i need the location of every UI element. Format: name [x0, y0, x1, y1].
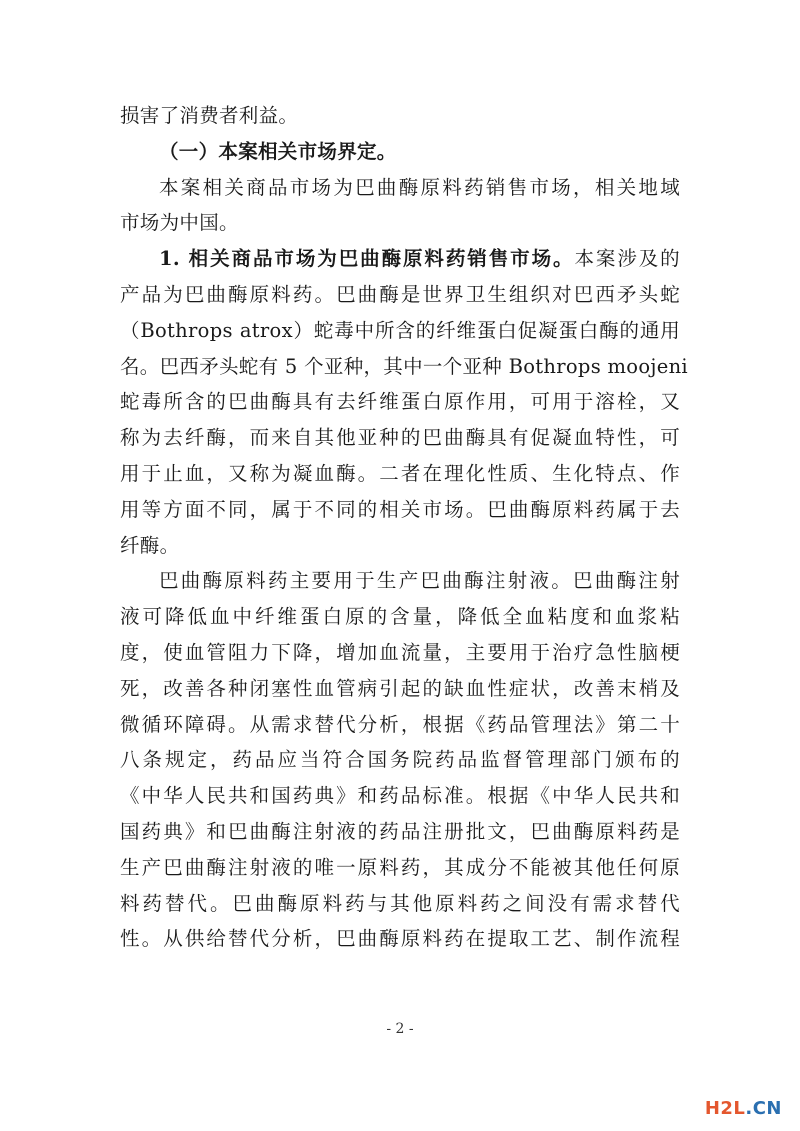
text-line: 损害了消费者利益。 — [120, 104, 299, 127]
text-line: 液可降低血中纤维蛋白原的含量，降低全血粘度和血浆粘 — [120, 605, 680, 629]
text-line: 微循环障碍。从需求替代分析，根据《药品管理法》第二十 — [120, 712, 680, 736]
text-line: 名。巴西矛头蛇有 5 个亚种，其中一个亚种 Bothrops moojeni — [120, 354, 688, 378]
text-line: 度，使血管阻力下降，增加血流量，主要用于治疗急性脑梗 — [120, 640, 680, 664]
line-text: 本案涉及的 — [574, 247, 680, 271]
text-line: 纤酶。 — [120, 533, 180, 557]
text-line: 本案相关商品市场为巴曲酶原料药销售市场，相关地域 — [159, 175, 680, 199]
text-line: 蛇毒所含的巴曲酶具有去纤维蛋白原作用，可用于溶栓，又 — [120, 390, 680, 414]
text-line: 称为去纤酶，而来自其他亚种的巴曲酶具有促凝血特性，可 — [120, 426, 680, 450]
text-line: （Bothrops atrox）蛇毒中所含的纤维蛋白促凝蛋白酶的通用 — [120, 318, 680, 342]
text-line: 产品为巴曲酶原料药。巴曲酶是世界卫生组织对巴西矛头蛇 — [120, 282, 680, 306]
text-line: 八条规定，药品应当符合国务院药品监督管理部门颁布的 — [120, 748, 680, 772]
text-line: 国药典》和巴曲酶注射液的药品注册批文，巴曲酶原料药是 — [120, 819, 680, 843]
document-body — [120, 98, 688, 957]
text-line: 用等方面不同，属于不同的相关市场。巴曲酶原料药属于去 — [120, 497, 680, 521]
text-line: 性。从供给替代分析，巴曲酶原料药在提取工艺、制作流程 — [120, 927, 680, 951]
text-line: 巴曲酶原料药主要用于生产巴曲酶注射液。巴曲酶注射 — [159, 569, 680, 593]
text-line: 《中华人民共和国药典》和药品标准。根据《中华人民共和 — [120, 784, 680, 808]
watermark-text-a: H2L — [704, 1098, 746, 1119]
text-line: 死，改善各种闭塞性血管病引起的缺血性症状，改善末梢及 — [120, 676, 680, 700]
text-line — [120, 241, 680, 277]
text-line: 生产巴曲酶注射液的唯一原料药，其成分不能被其他任何原 — [120, 855, 680, 879]
text-line: 用于止血，又称为凝血酶。二者在理化性质、生化特点、作 — [120, 461, 680, 485]
watermark-text-b: .CN — [745, 1098, 782, 1119]
text-line: 市场为中国。 — [120, 211, 239, 235]
bold-lead-text: 1. 相关商品市场为巴曲酶原料药销售市场。 — [159, 247, 575, 271]
page-number: - 2 - — [386, 1021, 414, 1037]
site-watermark — [705, 1098, 782, 1119]
text-line: （一）本案相关市场界定。 — [159, 139, 397, 163]
text-line: 料药替代。巴曲酶原料药与其他原料药之间没有需求替代 — [120, 891, 680, 915]
